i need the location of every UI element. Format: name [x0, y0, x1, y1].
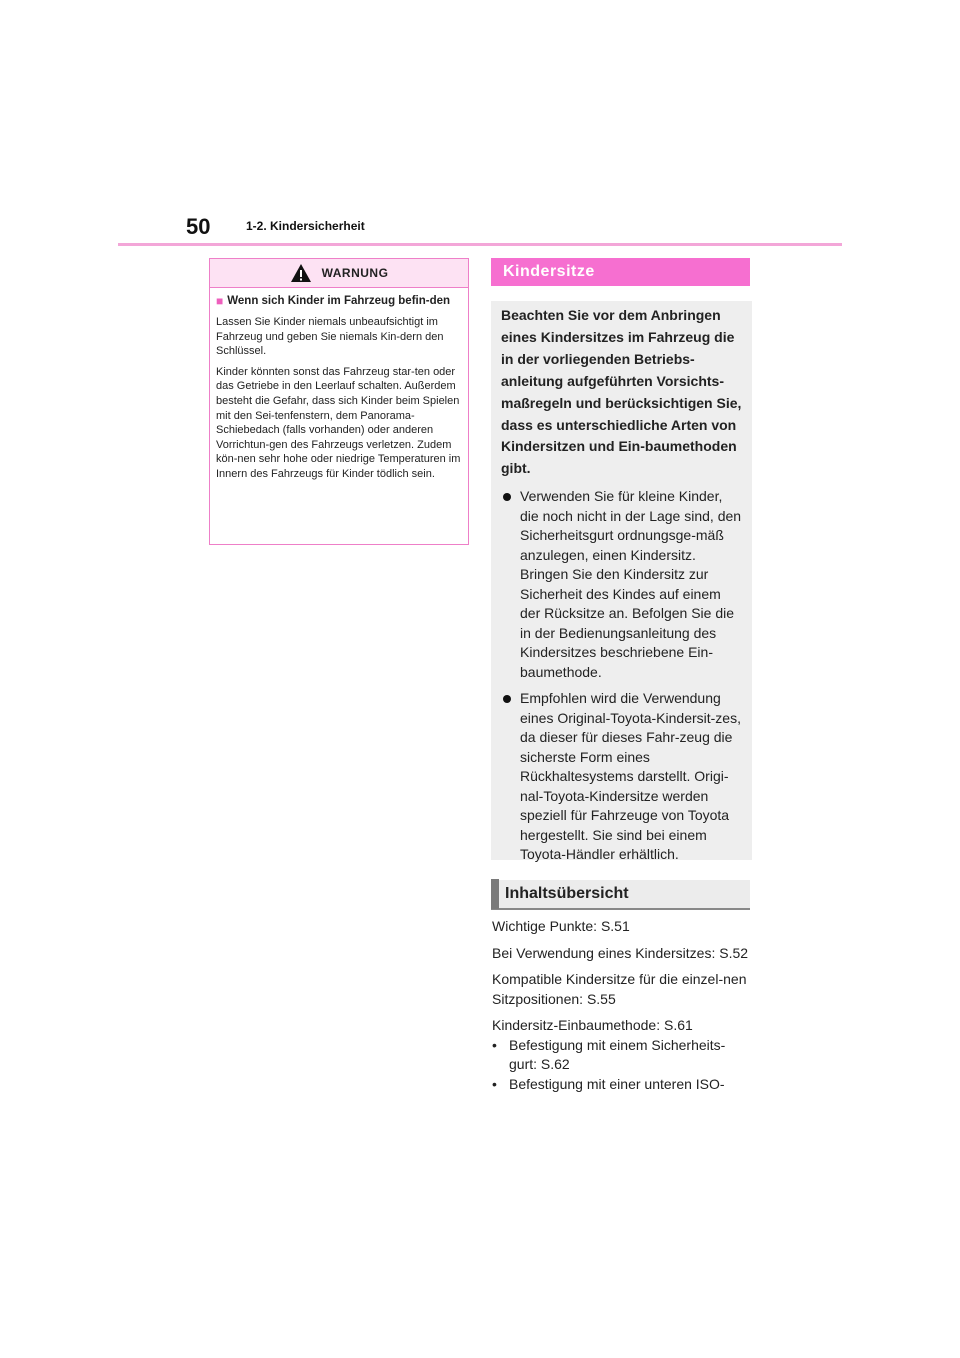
- square-bullet-icon: ■: [216, 294, 224, 308]
- bullet-text: Empfohlen wird die Verwendung eines Original-Toyota-Kindersit-zes, da dieser für dieses Fahr-zeug die sicherste Form eines Rückhaltesystems darstellt. Origi-nal-Toyota-Kindersitze werden speziell für Fahrzeuge von Toyota hergestellt. Sie sind bei einem Toyota-Händler erhältlich.: [520, 690, 741, 863]
- list-item: [501, 487, 742, 682]
- bullet-dot-icon: [503, 493, 511, 501]
- warning-heading: Wenn sich Kinder im Fahrzeug befin-den: [227, 295, 451, 307]
- page-number: 50: [186, 214, 211, 239]
- toc-subitem[interactable]: [492, 1036, 750, 1075]
- section-title: 1-2. Kindersicherheit: [246, 219, 365, 233]
- bullet-text: Verwenden Sie für kleine Kinder, die noch nicht in der Lage sind, den Sicherheitsgurt ordnungsge-mäß anzulegen, einen Kindersitz. Bringen Sie den Kindersitz zur Sicherheit des Kindes auf einem der Rücksitze an. Befolgen Sie die in der Bedienungsanleitung des Kindersitzes beschriebene Ein-baumethode.: [520, 488, 742, 680]
- kindersitze-intro-box: [491, 301, 752, 863]
- sub-bullet: •: [492, 1075, 497, 1092]
- page-header: [0, 0, 960, 250]
- toc-subitem-text: Befestigung mit einem Sicherheits-gurt: S.62: [509, 1036, 726, 1072]
- toc-item[interactable]: Kindersitz-Einbaumethode: S.61: [492, 1017, 693, 1033]
- warning-body: [210, 288, 468, 482]
- toc-item[interactable]: Kompatible Kindersitze für die einzel-nen Sitzpositionen: S.55: [492, 971, 747, 1007]
- header-rule: [118, 243, 842, 246]
- warning-heading-row: [216, 294, 462, 309]
- bullet-dot-icon: [503, 695, 511, 703]
- toc-item[interactable]: Bei Verwendung eines Kindersitzes: S.52: [492, 944, 749, 961]
- warning-paragraph: Lassen Sie Kinder niemals unbeaufsichtigt im Fahrzeug und geben Sie niemals Kin-dern den Schlüssel.: [216, 316, 444, 358]
- warning-header: [210, 259, 468, 288]
- toc-item[interactable]: Wichtige Punkte: S.51: [492, 918, 630, 934]
- warning-triangle-icon: [290, 263, 312, 283]
- toc-accent: [491, 879, 499, 909]
- warning-box: [209, 258, 469, 545]
- intro-lead: Beachten Sie vor dem Anbringen eines Kindersitzes im Fahrzeug die in der vorliegenden Betriebs-anleitung aufgeführten Vorsichts-maßregeln und berücksichtigen Sie, dass es unterschiedliche Arten von Kindersitzen und Ein-baumethoden gibt.: [501, 307, 742, 477]
- toc-heading-bar: [491, 880, 750, 910]
- toc-title: Inhaltsübersicht: [505, 885, 629, 902]
- warning-title: WARNUNG: [321, 266, 389, 280]
- sub-bullet: •: [492, 1036, 497, 1053]
- kindersitze-heading: Kindersitze: [491, 258, 750, 286]
- warning-paragraph: Kinder könnten sonst das Fahrzeug star-ten oder das Getriebe in den Leerlauf schalten. Außerdem besteht die Gefahr, dass sich Kinder beim Spielen mit den Sei-tenfenstern, dem Panorama-Schiebedach (falls vorhanden) oder anderen Vorrichtun-gen des Fahrzeugs verletzen. Zudem kön-nen sehr hohe oder niedrige Temperaturen im Innern des Fahrzeugs für Kinder tödlich sein.: [216, 365, 461, 480]
- list-item: [501, 689, 742, 865]
- toc-subitem[interactable]: [492, 1075, 750, 1095]
- toc-subitem-text: Befestigung mit einer unteren ISO-: [509, 1075, 725, 1092]
- toc-list: [492, 917, 750, 1094]
